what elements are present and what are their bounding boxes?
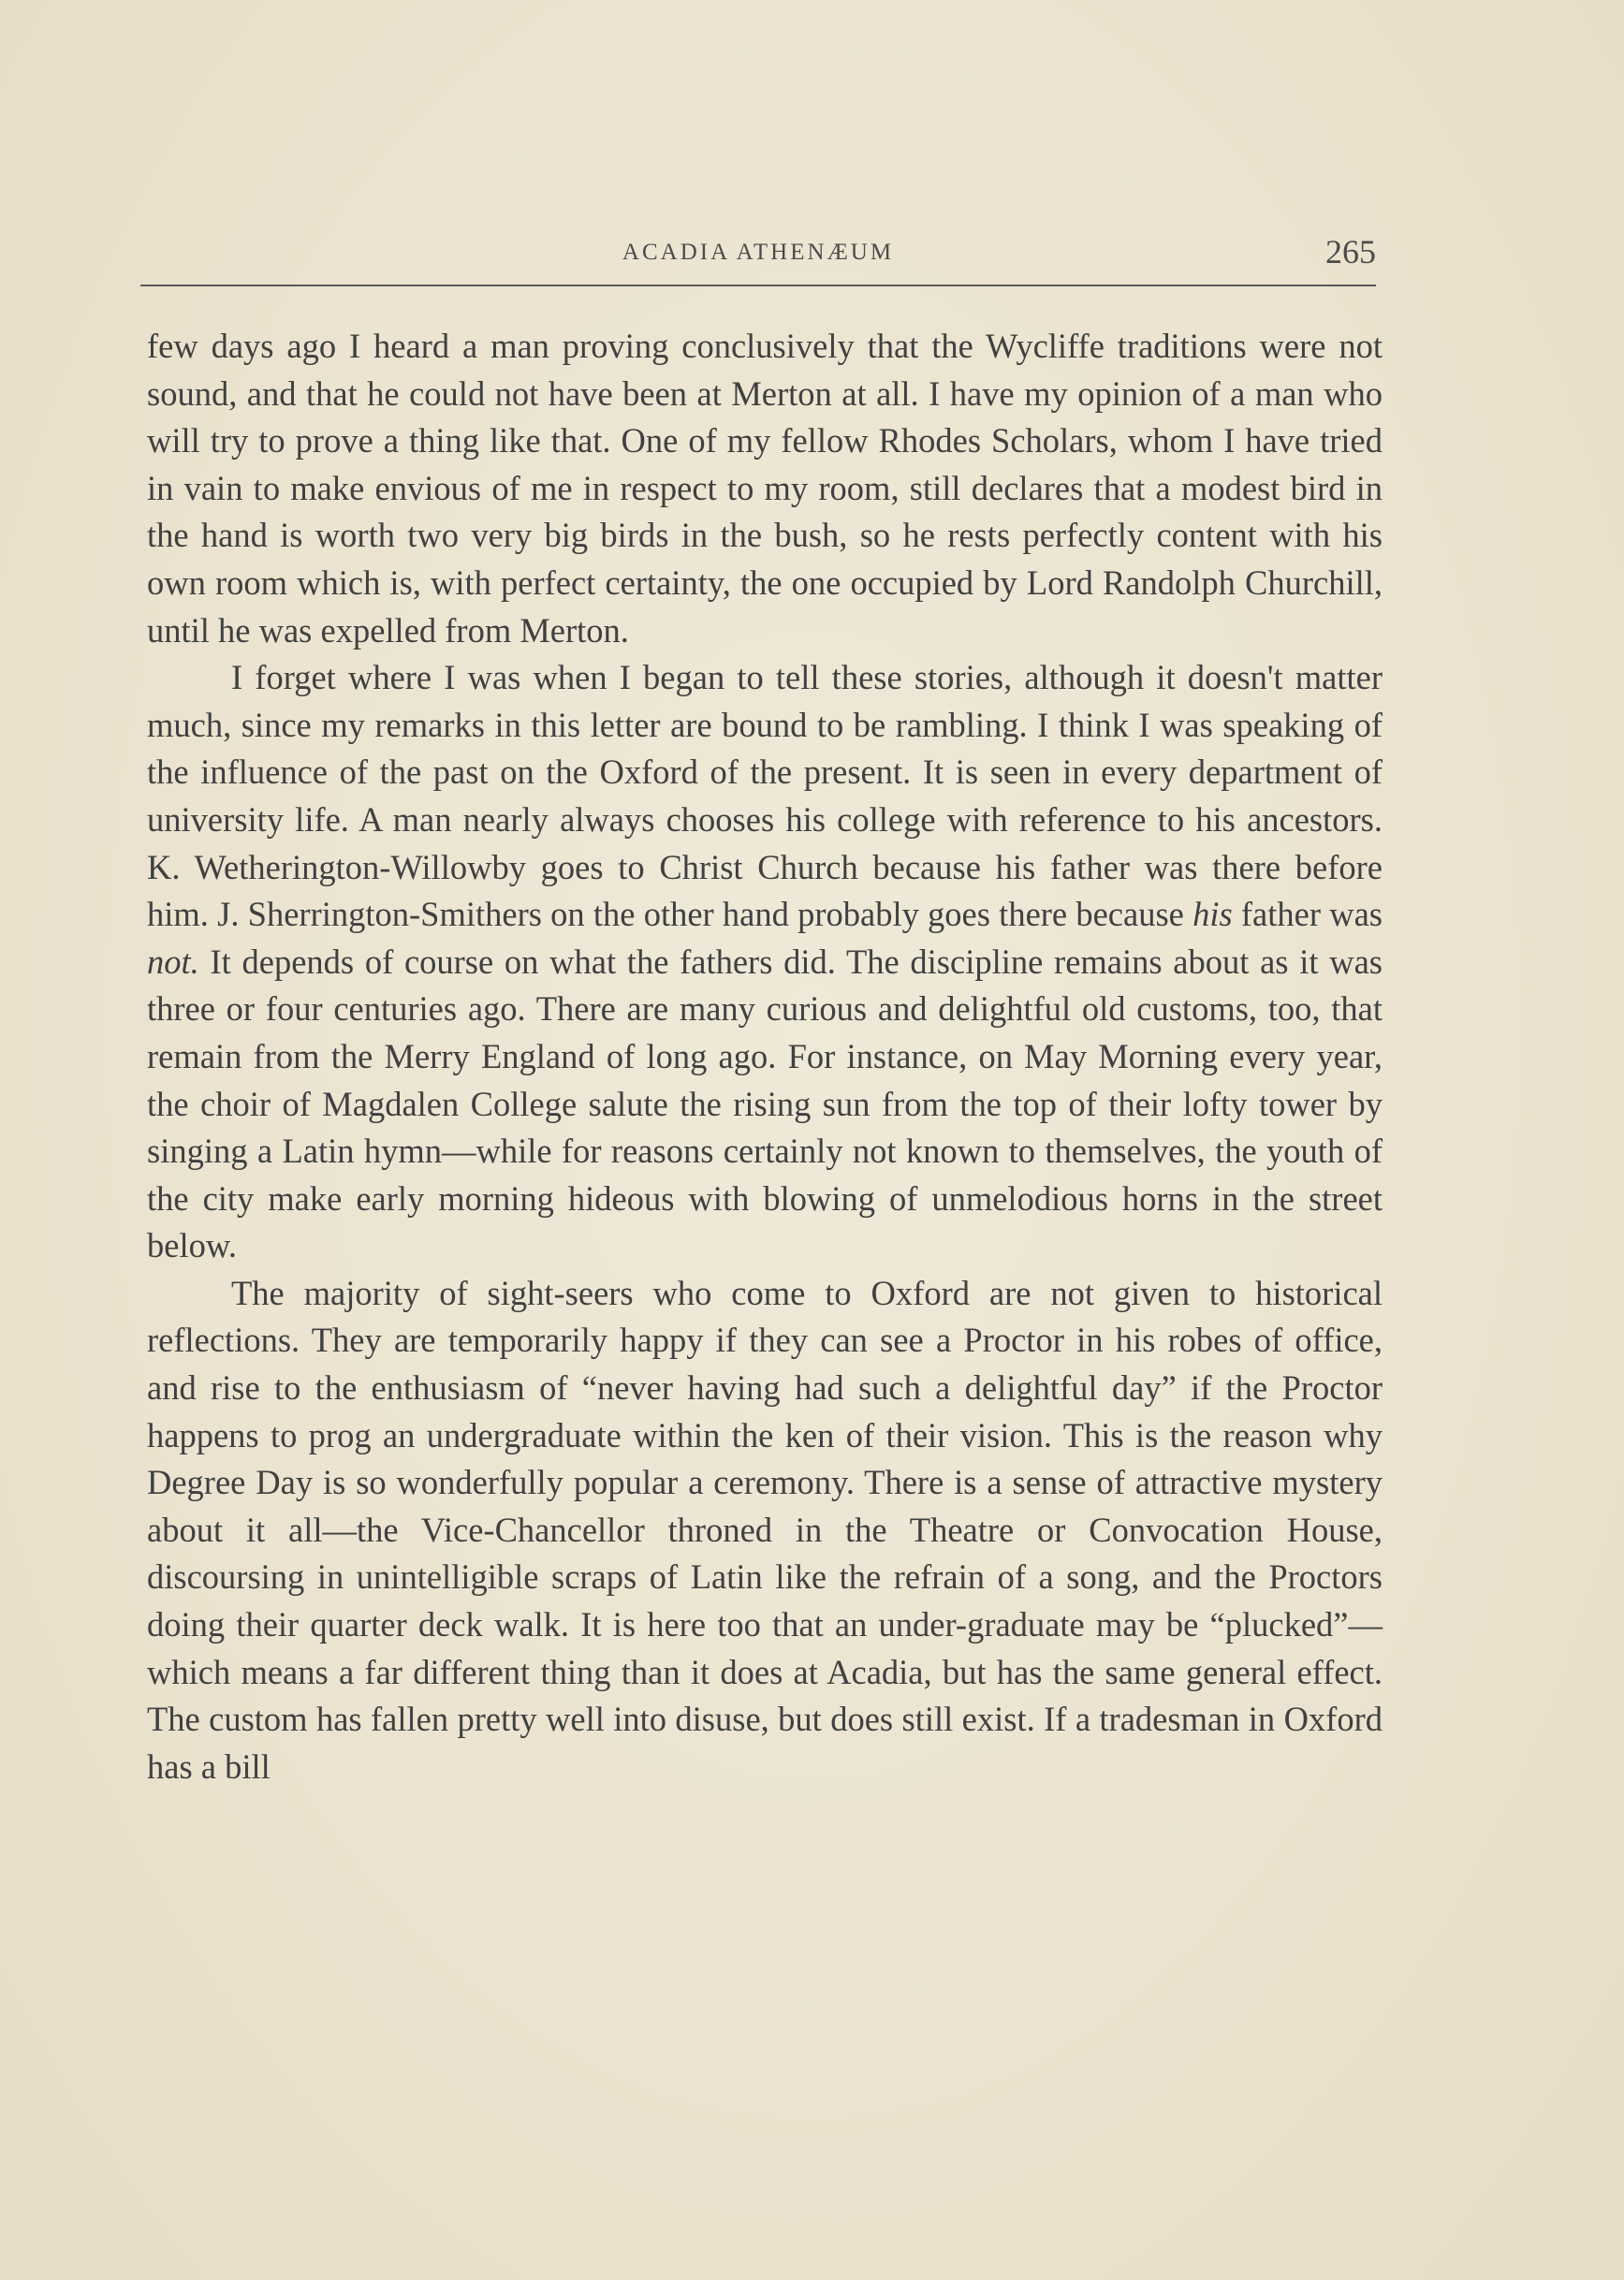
page-header bbox=[140, 233, 1376, 283]
italic-not: not. bbox=[147, 942, 199, 981]
page-number: 265 bbox=[1325, 233, 1376, 270]
paragraph-2-text-2: father was bbox=[1232, 895, 1383, 934]
paragraph-2 bbox=[147, 654, 1383, 1270]
paragraph-2-text-1: I forget where I was when I began to tell these stories, although it doesn't matter much, since my remarks in this letter are bound to be rambling. I think I was speaking of the influence of the past on the Oxford of the present. It is seen in every department of university life. A man nearly always chooses his college with reference to his ancestors. K. Wetherington-Willowby goes to Christ Church because his father was there before him. J. Sherrington-Smithers on the other hand probably goes there because bbox=[147, 658, 1383, 934]
paragraph-1: few days ago I heard a man proving conclusively that the Wycliffe traditions were not sound, and that he could not have been at Merton at all. I have my opinion of a man who will try to prove a thing like that. One of my fellow Rhodes Scholars, whom I have tried in vain to make envious of me in respect to my room, still declares that a modest bird in the hand is worth two very big birds in the bush, so he rests perfectly content with his own room which is, with perfect certainty, the one occupied by Lord Randolph Churchill, until he was expelled from Merton. bbox=[147, 327, 1383, 650]
running-head: ACADIA ATHENÆUM bbox=[622, 240, 895, 265]
header-rule bbox=[140, 285, 1376, 286]
italic-his: his bbox=[1192, 895, 1233, 934]
paragraph-3: The majority of sight-seers who come to Oxford are not given to historical reflections. They are temporarily happy if they can see a Proctor in his robes of office, and rise to the enthusiasm of “never having had such a delightful day” if the Proctor happens to prog an undergraduate within the ken of their vision. This is the reason why Degree Day is so wonderfully popular a ceremony. There is a sense of attractive mystery about it all—the Vice-Chancellor throned in the Theatre or Convocation House, discoursing in unintelligible scraps of Latin like the refrain of a song, and the Proctors doing their quarter deck walk. It is here too that an under-graduate may be “plucked”—which means a far different thing than it does at Acadia, but has the same general effect. The custom has fallen pretty well into disuse, but does still exist. If a tradesman in Oxford has a bill bbox=[147, 1273, 1383, 1786]
body-text bbox=[147, 323, 1383, 1790]
paragraph-2-text-3: It depends of course on what the fathers did. The discipline remains about as it was three or four centuries ago. There are many curious and delightful old customs, too, that remain from the Merry England of long ago. For instance, on May Morning every year, the choir of Magdalen College salute the rising sun from the top of their lofty tower by singing a Latin hymn—while for reasons certainly not known to themselves, the youth of the city make early morning hideous with blowing of unmelodious horns in the street below. bbox=[147, 942, 1383, 1265]
